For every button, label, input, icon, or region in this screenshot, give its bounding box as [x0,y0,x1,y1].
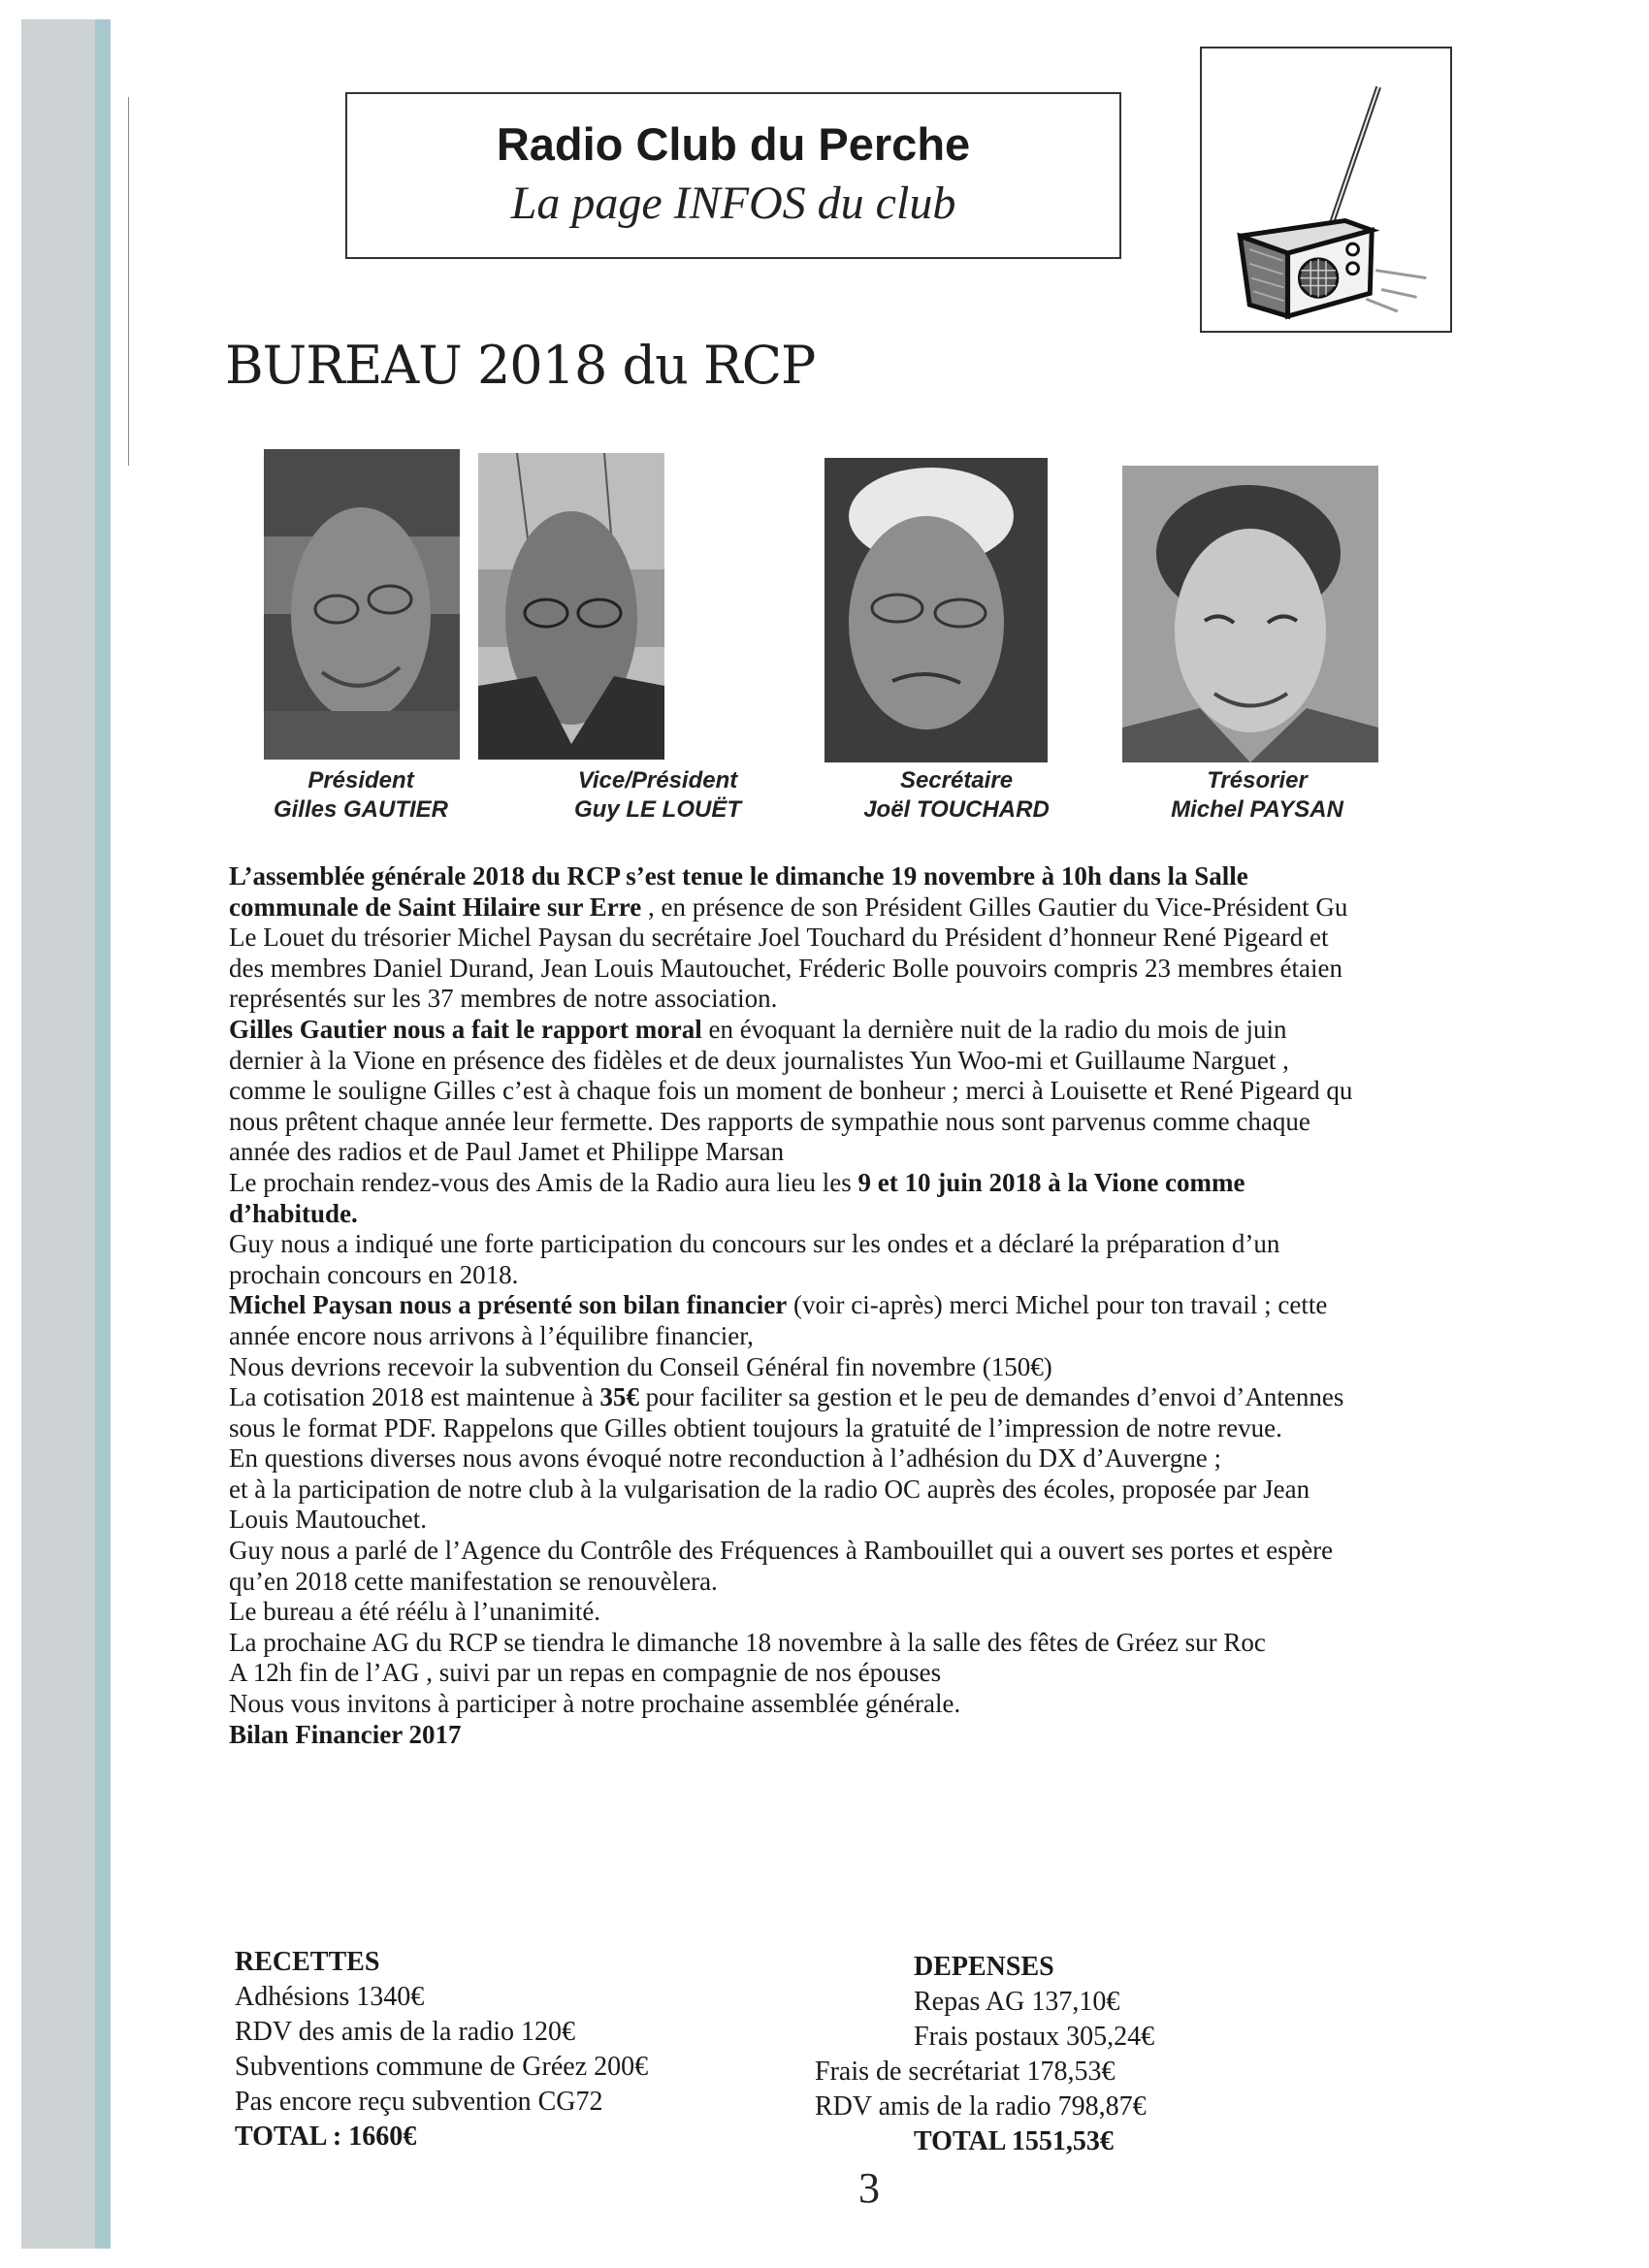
report-line: d’habitude. [229,1198,358,1228]
member-caption [821,766,1092,825]
photo-secretary [824,458,1048,762]
report-line: Gilles Gautier nous a fait le rapport moral en évoquant la dernière nuit de la radio du mois de juin [229,1014,1287,1044]
recette-item: Adhésions 1340€ [235,1982,425,2012]
report-line: des membres Daniel Durand, Jean Louis Mautouchet, Fréderic Bolle pouvoirs compris 23 membres étaien [229,953,1342,983]
photo-president [264,449,460,760]
report-line: qu’en 2018 cette manifestation se renouvèlera. [229,1566,718,1596]
report-line: année encore nous arrivons à l’équilibre financier, [229,1320,754,1350]
financial-heading: Bilan Financier 2017 [229,1719,462,1749]
report-line: comme le souligne Gilles c’est à chaque fois un moment de bonheur ; merci à Louisette et René Pigeard qu [229,1076,1353,1106]
report-line: Guy nous a indiqué une forte participation du concours sur les ondes et a déclaré la préparation d’un [229,1229,1280,1259]
report-line: A 12h fin de l’AG , suivi par un repas en compagnie de nos épouses [229,1658,942,1688]
member-caption [225,766,497,825]
title-box [345,92,1121,259]
report-line: Le Louet du trésorier Michel Paysan du secrétaire Joel Touchard du Président d’honneur René Pigeard et [229,923,1329,953]
report-line: communale de Saint Hilaire sur Erre , en présence de son Président Gilles Gautier du Vice-Président Gu [229,891,1348,922]
club-subtitle: La page INFOS du club [510,178,956,229]
recettes-total: TOTAL : 1660€ [235,2122,417,2152]
club-title: Radio Club du Perche [496,118,971,170]
radio-illustration [1200,47,1452,333]
report-line: La cotisation 2018 est maintenue à 35€ pour faciliter sa gestion et le peu de demandes d’envoi d’Antennes [229,1382,1344,1412]
report-line: L’assemblée générale 2018 du RCP s’est tenue le dimanche 19 novembre à 10h dans la Salle [229,861,1248,891]
depenses-total: TOTAL 1551,53€ [914,2126,1114,2156]
report-line: dernier à la Vione en présence des fidèles et de deux journalistes Yun Woo-mi et Guillaume Narguet , [229,1045,1289,1075]
member-role: Trésorier [1207,767,1308,794]
report-line: Louis Mautouchet. [229,1505,427,1535]
recette-item: RDV des amis de la radio 120€ [235,2017,575,2047]
report-line: représentés sur les 37 membres de notre association. [229,984,778,1014]
photo-vice-president [478,453,664,760]
report-line: Guy nous a parlé de l’Agence du Contrôle des Fréquences à Rambouillet qui a ouvert ses portes et espère [229,1536,1334,1566]
member-name: Michel PAYSAN [1171,796,1343,823]
page-number: 3 [858,2164,880,2212]
scan-edge [21,19,99,2249]
report-line: et à la participation de notre club à la vulgarisation de la radio OC auprès des écoles, proposée par Jean [229,1474,1310,1504]
scan-artifact-line [128,97,129,466]
report-line: nous prêtent chaque année leur fermette. Des rapports de sympathie nous sont parvenus comme chaque [229,1106,1310,1136]
depense-item: RDV amis de la radio 798,87€ [815,2091,1147,2122]
member-name: Joël TOUCHARD [863,796,1050,823]
recette-item: Pas encore reçu subvention CG72 [235,2087,603,2117]
recette-item: Subventions commune de Gréez 200€ [235,2052,649,2082]
depenses-column [815,1950,1222,2159]
assembly-report [229,861,1626,1750]
report-line: En questions diverses nous avons évoqué notre reconduction à l’adhésion du DX d’Auvergne ; [229,1443,1222,1474]
member-role: Secrétaire [899,767,1014,794]
report-line: Nous devrions recevoir la subvention du Conseil Général fin novembre (150€) [229,1351,1052,1381]
depense-item: Frais postaux 305,24€ [914,2022,1155,2052]
report-line: année des radios et de Paul Jamet et Philippe Marsan [229,1137,785,1167]
report-line: prochain concours en 2018. [229,1259,519,1289]
bureau-heading: BUREAU 2018 du RCP [225,335,816,396]
report-line: Le prochain rendez-vous des Amis de la Radio aura lieu les 9 et 10 juin 2018 à la Vione comme [229,1167,1245,1197]
depenses-heading: DEPENSES [914,1952,1054,1982]
member-caption [1121,766,1393,825]
report-line: Nous vous invitons à participer à notre prochaine assemblée générale. [229,1689,961,1719]
recettes-column [235,1945,648,2155]
recettes-heading: RECETTES [235,1947,380,1977]
depense-item: Repas AG 137,10€ [914,1987,1120,2017]
report-line: La prochaine AG du RCP se tiendra le dimanche 18 novembre à la salle des fêtes de Gréez sur Roc [229,1627,1266,1657]
member-role: Président [307,767,414,794]
report-line: Le bureau a été réélu à l’unanimité. [229,1597,601,1627]
member-name: Gilles GAUTIER [273,796,449,823]
scan-edge-highlight [95,19,111,2249]
member-role: Vice/Président [577,767,738,794]
depense-item: Frais de secrétariat 178,53€ [815,2057,1116,2087]
member-caption [522,766,793,825]
photo-treasurer [1122,466,1378,762]
radio-icon [1202,49,1450,331]
member-name: Guy LE LOUËT [573,796,741,823]
report-line: sous le format PDF. Rappelons que Gilles obtient toujours la gratuité de l’impression de notre revue. [229,1412,1282,1442]
report-line: Michel Paysan nous a présenté son bilan financier (voir ci-après) merci Michel pour ton travail ; cette [229,1290,1328,1320]
